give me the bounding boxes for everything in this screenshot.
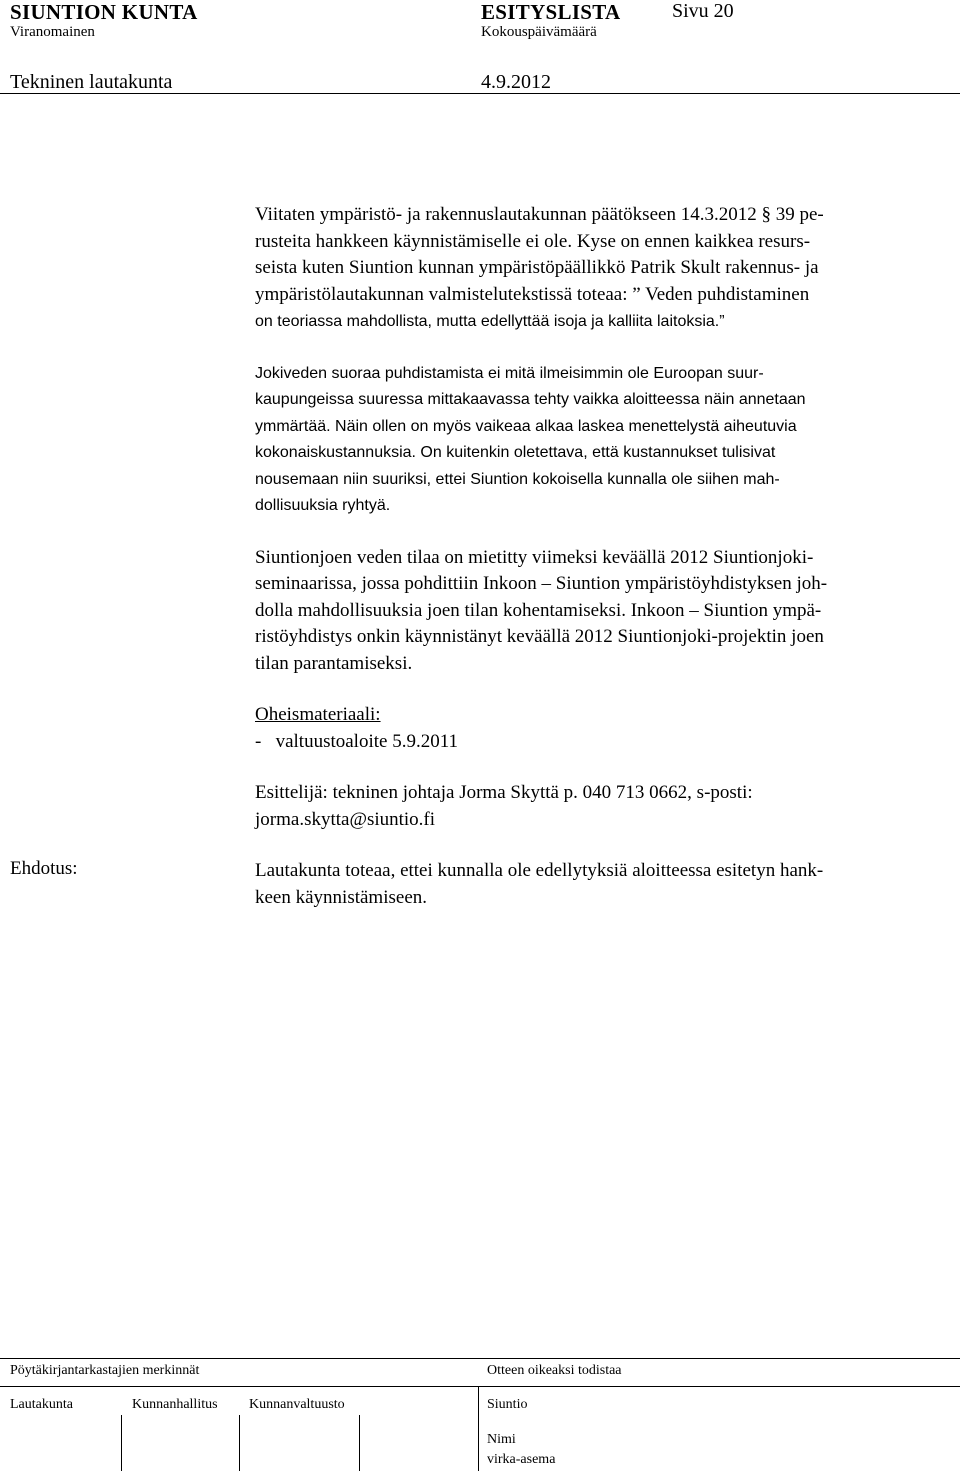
attachments-heading: Oheismateriaali: [255,704,381,725]
footer-mid-rule [0,1386,960,1387]
p3-line: ristöyhdistys onkin käynnistänyt keväällä 2012 Siuntionjoki-projektin joen [255,626,824,647]
p1-line: rusteita hankkeen käynnistämiselle ei ole. Kyse on ennen kaikkea resurs- [255,230,811,252]
proposal-label: Ehdotus: [10,858,78,879]
footer-col-divider [121,1415,122,1471]
footer-col-divider [359,1415,360,1471]
p2-line: kaupungeissa suuressa mittakaavassa tehty vaikka aloitteessa näin annetaan [255,391,806,408]
page-number: Sivu 20 [672,0,734,22]
authority-label: Viranomainen [10,24,95,40]
p1-line: ympäristölautakunnan valmistelutekstissä toteaa: ” Veden puhdistaminen [255,283,810,305]
meeting-date: 4.9.2012 [481,71,551,93]
p2-line: nousemaan niin suuriksi, ettei Siuntion kokoisella kunnalla ole siihen mah- [255,470,780,488]
p2-line: dollisuuksia ryhtyä. [255,497,391,514]
p3-line: seminaarissa, jossa pohdittiin Inkoon – Siuntion ympäristöyhdistyksen joh- [255,573,828,594]
p1-line: Viitaten ympäristö- ja rakennuslautakunnan päätökseen 14.3.2012 § 39 pe- [255,204,824,225]
col-council-label: Kunnanvaltuusto [249,1397,345,1412]
name-label: Nimi [487,1432,516,1447]
authority-name: Tekninen lautakunta [10,71,173,93]
proposal-text [255,858,955,911]
municipality-name: SIUNTION KUNTA [10,0,198,24]
col-government-label: Kunnanhallitus [132,1397,218,1412]
proposal-line: Lautakunta toteaa, ettei kunnalla ole edellytyksiä aloitteessa esitetyn hank- [255,860,824,881]
p1-line: on teoriassa mahdollista, mutta edellyttää isoja ja kalliita laitoksia.” [255,313,725,330]
header-divider [0,93,960,94]
p3-line: Siuntionjoen veden tilaa on mietitty viimeksi keväällä 2012 Siuntionjoki- [255,546,814,568]
proposal-line: keen käynnistämiseen. [255,886,428,908]
p2-line: ymmärtää. Näin ollen on myös vaikeaa alkaa laskea menettelystä aiheutuvia [255,417,797,435]
paragraph-1 [255,202,955,336]
footer-col-divider [239,1415,240,1471]
p2-line: kokonaiskustannuksia. On kuitenkin oletettava, että kustannukset tulisivat [255,444,776,461]
p3-line: tilan parantamiseksi. [255,652,413,674]
document-type: ESITYSLISTA [481,0,621,24]
presenter-email: jorma.skytta@siuntio.fi [255,808,436,830]
presenter-line: Esittelijä: tekninen johtaja Jorma Skyttä p. 040 713 0662, s-posti: [255,782,753,803]
attachment-item: - valtuustoaloite 5.9.2011 [255,730,458,752]
presenter-info [255,780,955,833]
position-label: virka-asema [487,1452,556,1467]
col-board-label: Lautakunta [10,1397,73,1412]
col-siuntio-label: Siuntio [487,1397,528,1412]
footer-top-rule [0,1358,960,1359]
p3-line: dolla mahdollisuuksia joen tilan kohentamiseksi. Inkoon – Siuntion ympä- [255,599,822,621]
minutes-checkers-label: Pöytäkirjantarkastajien merkinnät [10,1363,200,1378]
date-label: Kokouspäivämäärä [481,24,597,40]
paragraph-2 [255,361,955,520]
paragraph-3 [255,545,955,678]
p2-line: Jokiveden suoraa puhdistamista ei mitä ilmeisimmin ole Euroopan suur- [255,364,764,382]
document-body [255,202,955,911]
p1-line: seista kuten Siuntion kunnan ympäristöpäällikkö Patrik Skult rakennus- ja [255,257,819,278]
footer-section-divider [478,1386,479,1471]
certified-copy-label: Otteen oikeaksi todistaa [487,1363,622,1378]
